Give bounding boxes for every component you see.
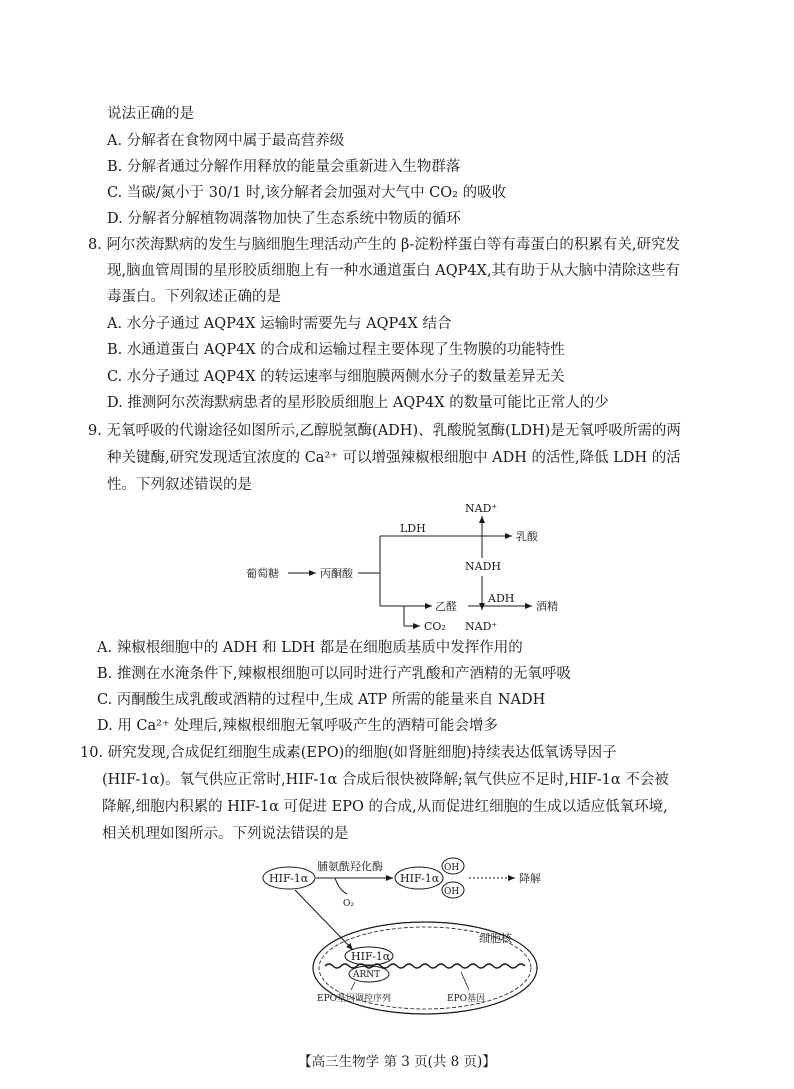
arnt-label: ARNT xyxy=(353,970,381,980)
acetaldehyde-label: 乙醛 xyxy=(435,600,457,613)
q7-option-a: A. 分解者在食物网中属于最高营养级 xyxy=(107,133,345,149)
nadh-label: NADH xyxy=(465,560,501,573)
hif-right-label: HIF-1α xyxy=(400,872,440,885)
o2-curve xyxy=(335,878,347,894)
q10-stem-line-1: 10. 研究发现,合成促红细胞生成素(EPO)的细胞(如肾脏细胞)持续表达低氧诱导因子 xyxy=(80,745,617,761)
ethanol-label: 酒精 xyxy=(536,600,558,613)
q8-option-a: A. 水分子通过 AQP4X 运输时需要先与 AQP4X 结合 xyxy=(107,316,452,332)
degrade-label: 降解 xyxy=(519,872,541,885)
q7-option-b: B. 分解者通过分解作用释放的能量会重新进入生物群落 xyxy=(107,159,461,175)
oh-bottom-label: OH xyxy=(444,887,460,897)
q8-option-c: C. 水分子通过 AQP4X 的转运速率与细胞膜两侧水分子的数量差异无关 xyxy=(107,369,565,385)
o2-label: O₂ xyxy=(343,899,354,909)
glucose-label: 葡萄糖 xyxy=(246,567,279,580)
dna-strand xyxy=(325,964,525,968)
nad-top-label: NAD⁺ xyxy=(465,502,498,515)
q9-stem-line-2: 种关键酶,研究发现适宜浓度的 Ca²⁺ 可以增强辣椒根细胞中 ADH 的活性,降低 LDH 的活 xyxy=(107,450,681,466)
q10-stem-line-4: 相关机理如图所示。下列说法错误的是 xyxy=(102,826,349,842)
page-footer: 【高三生物学 第 3 页(共 8 页)】 xyxy=(298,1054,496,1070)
q9-option-b: B. 推测在水淹条件下,辣椒根细胞可以同时进行产乳酸和产酒精的无氧呼吸 xyxy=(97,666,571,682)
oh-top-label: OH xyxy=(444,863,460,873)
epo-reg-label: EPO基因调控序列 xyxy=(317,994,392,1004)
q7-option-c: C. 当碳/氮小于 30/1 时,该分解者会加强对大气中 CO₂ 的吸收 xyxy=(107,185,507,201)
q8-option-d: D. 推测阿尔茨海默病患者的星形胶质细胞上 AQP4X 的数量可能比正常人的少 xyxy=(107,395,609,411)
hif-mechanism-diagram xyxy=(255,850,575,1025)
pyruvate-label: 丙酮酸 xyxy=(320,567,353,580)
q8-option-b: B. 水通道蛋白 AQP4X 的合成和运输过程主要体现了生物膜的功能特性 xyxy=(107,342,565,358)
hif-nucleus-label: HIF-1α xyxy=(351,950,391,963)
enzyme-label: 脯氨酰羟化酶 xyxy=(317,860,383,873)
co2-label: CO₂ xyxy=(424,620,446,633)
q9-stem-line-1: 9. 无氧呼吸的代谢途径如图所示,乙醇脱氢酶(ADH)、乳酸脱氢酶(LDH)是无氧呼吸所需的两 xyxy=(88,423,681,439)
lactic-acid-label: 乳酸 xyxy=(516,530,538,543)
q10-stem-line-3: 降解,细胞内积累的 HIF-1α 可促进 EPO 的合成,从而促进红细胞的生成以适应低氧环境, xyxy=(102,799,668,815)
epo-gene-label: EPO基因 xyxy=(447,994,486,1004)
q8-stem-line-1: 8. 阿尔茨海默病的发生与脑细胞生理活动产生的 β-淀粉样蛋白等有毒蛋白的积累有关,研究发 xyxy=(88,237,680,253)
q7-option-d: D. 分解者分解植物凋落物加快了生态系统中物质的循环 xyxy=(107,211,461,227)
q9-stem-line-3: 性。下列叙述错误的是 xyxy=(107,477,252,493)
adh-label: ADH xyxy=(488,592,515,605)
epo-gene-pointer xyxy=(461,972,469,990)
q8-stem-line-2: 现,脑血管周围的星形胶质细胞上有一种水通道蛋白 AQP4X,其有助于从大脑中清除这些有 xyxy=(107,263,680,279)
q8-stem-line-3: 毒蛋白。下列叙述正确的是 xyxy=(107,289,281,305)
anaerobic-respiration-diagram xyxy=(240,496,560,636)
q9-option-c: C. 丙酮酸生成乳酸或酒精的过程中,生成 ATP 所需的能量来自 NADH xyxy=(97,692,546,708)
q9-option-a: A. 辣椒根细胞中的 ADH 和 LDH 都是在细胞质基质中发挥作用的 xyxy=(97,640,523,656)
q7-stem-tail: 说法正确的是 xyxy=(107,106,194,122)
epo-reg-pointer xyxy=(351,982,355,990)
q9-option-d: D. 用 Ca²⁺ 处理后,辣椒根细胞无氧呼吸产生的酒精可能会增多 xyxy=(97,718,498,734)
nucleus-label: 细胞核 xyxy=(479,932,512,945)
ldh-label: LDH xyxy=(400,522,426,535)
hif-left-label: HIF-1α xyxy=(269,872,309,885)
q10-stem-line-2: (HIF-1α)。氧气供应正常时,HIF-1α 合成后很快被降解;氧气供应不足时,HIF-1α 不会被 xyxy=(102,772,669,788)
nad-bottom-label: NAD⁺ xyxy=(465,620,498,633)
